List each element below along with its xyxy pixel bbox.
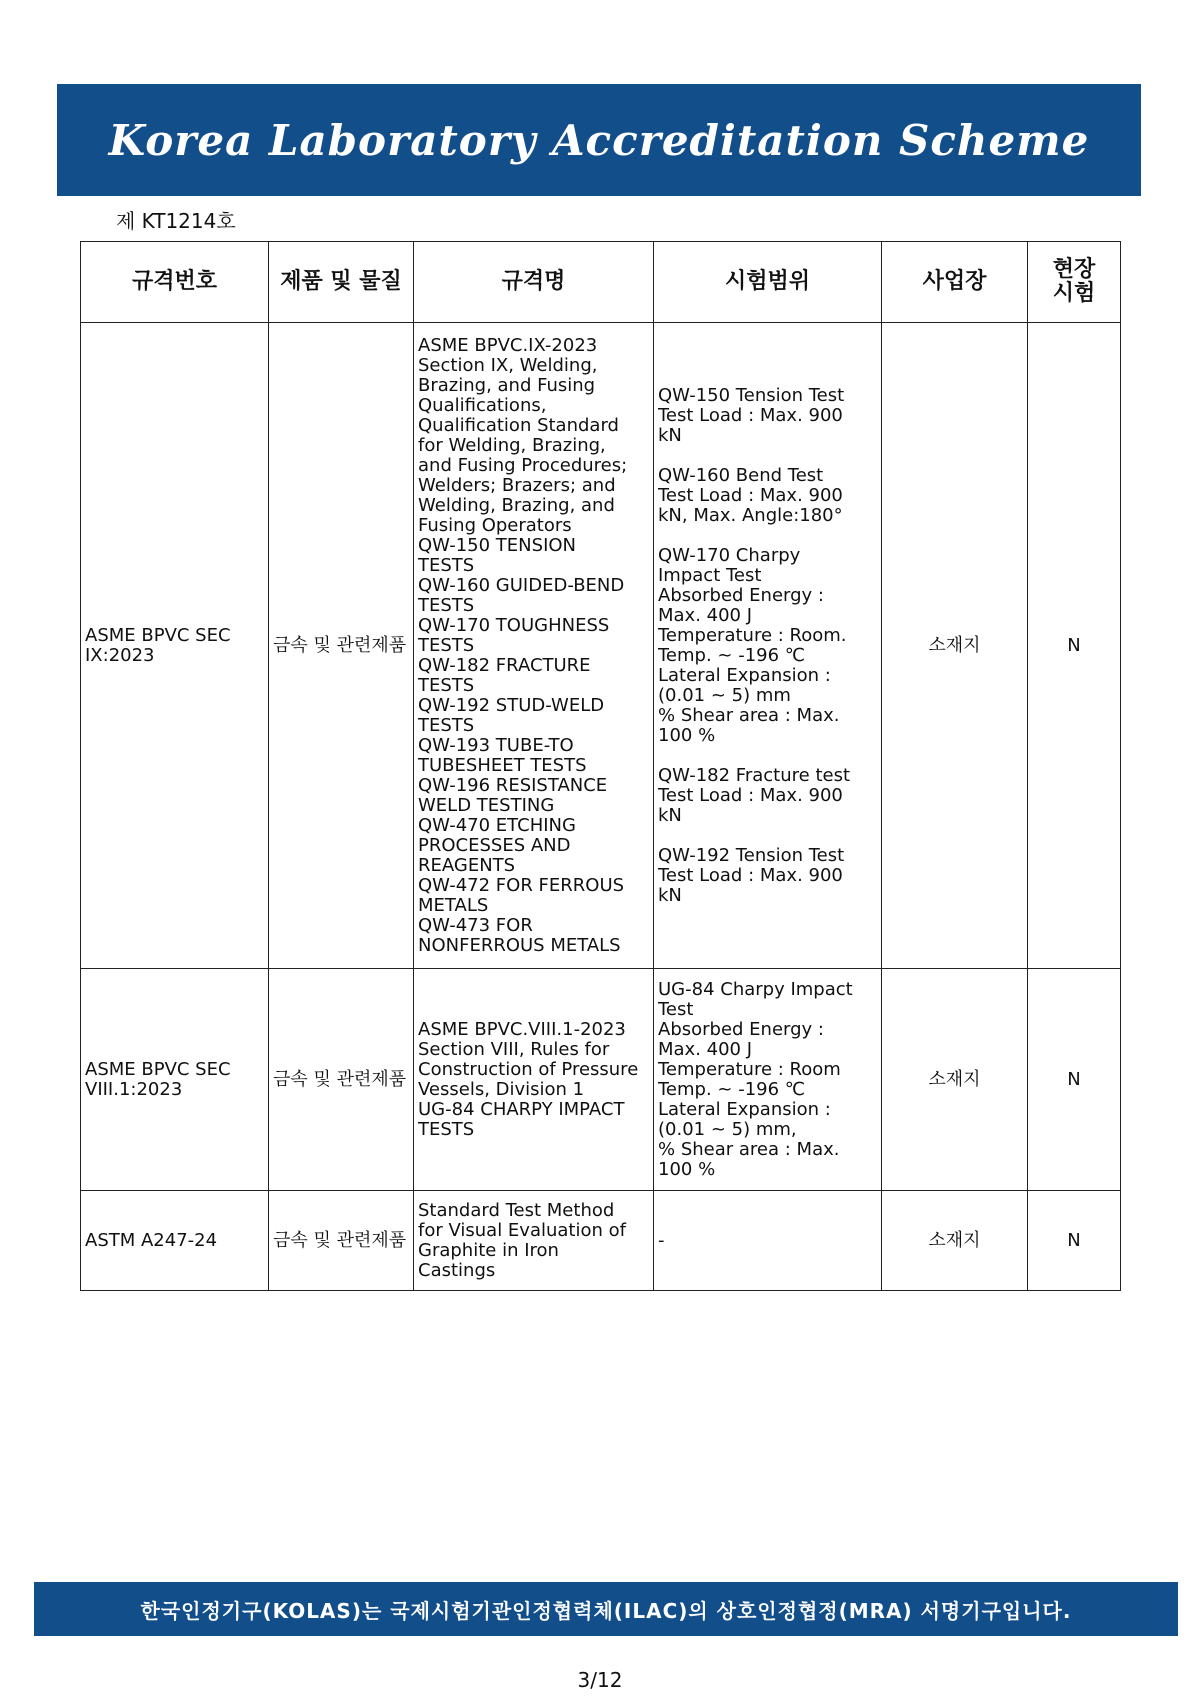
accreditation-table [80, 241, 1121, 1291]
standard-name-line: and Fusing Procedures; [418, 454, 628, 476]
standard-name-line: WELD TESTING [418, 794, 555, 816]
test-scope-line: (0.01 ~ 5) mm [658, 684, 791, 706]
standard-name-line: Castings [418, 1259, 496, 1281]
table-header-row [81, 242, 1121, 323]
test-scope-line: Impact Test [658, 564, 762, 586]
test-scope-line: Test [658, 998, 694, 1020]
scope-gap [658, 746, 877, 766]
test-scope-line: Test Load : Max. 900 [658, 784, 843, 806]
test-scope-line: QW-170 Charpy [658, 544, 801, 566]
standard-name-line: Vessels, Division 1 [418, 1078, 585, 1100]
standard-name-line: for Visual Evaluation of [418, 1219, 626, 1241]
test-scope-line: Temperature : Room. [658, 624, 847, 646]
standard-name-line: Graphite in Iron [418, 1239, 559, 1261]
standard-name-line: QW-150 TENSION [418, 534, 577, 556]
standard-name-cell [414, 323, 654, 969]
standard-name-line: Brazing, and Fusing [418, 374, 596, 396]
standard-name-cell [414, 1191, 654, 1291]
site-cell: 소재지 [882, 1191, 1028, 1291]
standard-name-line: ASME BPVC.VIII.1-2023 [418, 1018, 626, 1040]
site-cell: 소재지 [882, 969, 1028, 1191]
test-scope-cell [654, 969, 882, 1191]
test-scope-line: Temperature : Room [658, 1058, 841, 1080]
standard-name-line: NONFERROUS METALS [418, 934, 621, 956]
standard-name-line: QW-182 FRACTURE [418, 654, 591, 676]
test-scope-line: % Shear area : Max. [658, 704, 840, 726]
test-scope-line: kN [658, 424, 682, 446]
test-scope-line: Absorbed Energy : [658, 1018, 824, 1040]
test-scope-line: 100 % [658, 724, 716, 746]
test-scope-line: QW-150 Tension Test [658, 384, 845, 406]
test-scope-line: 100 % [658, 1158, 716, 1180]
test-scope-line: Lateral Expansion : [658, 664, 831, 686]
table-row [81, 969, 1121, 1191]
standard-name-line: QW-472 FOR FERROUS [418, 874, 625, 896]
test-scope-line: Test Load : Max. 900 [658, 864, 843, 886]
standard-name-line: Welding, Brazing, and [418, 494, 615, 516]
test-scope-line: Test Load : Max. 900 [658, 484, 843, 506]
standard-name-line: QW-470 ETCHING [418, 814, 576, 836]
standard-name-line: ASME BPVC.IX-2023 [418, 334, 598, 356]
standard-name-line: METALS [418, 894, 489, 916]
standard-name-line: TESTS [418, 554, 475, 576]
standard-number-cell: ASTM A247-24 [81, 1191, 269, 1291]
column-header: 시험범위 [654, 242, 882, 323]
onsite-test-cell: N [1028, 323, 1121, 969]
test-scope-line: Absorbed Energy : [658, 584, 824, 606]
standard-name-line: QW-473 FOR [418, 914, 533, 936]
footer-banner [34, 1582, 1178, 1636]
standard-name-line: TUBESHEET TESTS [418, 754, 587, 776]
table-row [81, 323, 1121, 969]
column-header: 규격번호 [81, 242, 269, 323]
standard-name-line: QW-196 RESISTANCE [418, 774, 608, 796]
test-scope-line: Temp. ~ -196 ℃ [658, 644, 806, 666]
standard-name-line: PROCESSES AND [418, 834, 571, 856]
standard-name-line: QW-192 STUD-WELD [418, 694, 605, 716]
test-scope-line: Max. 400 J [658, 1038, 753, 1060]
scope-gap [658, 526, 877, 546]
column-header: 제품 및 물질 [269, 242, 414, 323]
standard-name-line: Construction of Pressure [418, 1058, 639, 1080]
header-title: Korea Laboratory Accreditation Scheme [108, 115, 1090, 165]
standard-name-line: Qualification Standard [418, 414, 619, 436]
column-header: 현장 시험 [1028, 242, 1121, 323]
footer-text: 한국인정기구(KOLAS)는 국제시험기관인정협력체(ILAC)의 상호인정협정(MRA) 서명기구입니다. [140, 1598, 1072, 1623]
standard-name-line: Section VIII, Rules for [418, 1038, 610, 1060]
test-scope-line: kN [658, 804, 682, 826]
document-number: 제 KT1214호 [116, 209, 236, 233]
test-scope-cell [654, 1191, 882, 1291]
standard-name-line: for Welding, Brazing, [418, 434, 606, 456]
test-scope-line: Test Load : Max. 900 [658, 404, 843, 426]
scope-gap [658, 826, 877, 846]
standard-name-line: Qualifications, [418, 394, 547, 416]
standard-name-line: TESTS [418, 594, 475, 616]
product-cell: 금속 및 관련제품 [269, 1191, 414, 1291]
standard-name-line: QW-160 GUIDED-BEND [418, 574, 625, 596]
test-scope-line: % Shear area : Max. [658, 1138, 840, 1160]
test-scope-line: QW-182 Fracture test [658, 764, 851, 786]
onsite-test-cell: N [1028, 1191, 1121, 1291]
standard-name-line: TESTS [418, 714, 475, 736]
test-scope-line: kN, Max. Angle:180° [658, 504, 843, 526]
column-header: 사업장 [882, 242, 1028, 323]
test-scope-line: QW-192 Tension Test [658, 844, 845, 866]
standard-name-line: QW-193 TUBE-TO [418, 734, 574, 756]
header-banner [57, 84, 1141, 196]
test-scope-line: kN [658, 884, 682, 906]
product-cell: 금속 및 관련제품 [269, 323, 414, 969]
scope-gap [658, 446, 877, 466]
test-scope-line: (0.01 ~ 5) mm, [658, 1118, 797, 1140]
test-scope-line: Max. 400 J [658, 604, 753, 626]
test-scope-cell [654, 323, 882, 969]
standard-name-line: Standard Test Method [418, 1199, 615, 1221]
standard-name-line: Section IX, Welding, [418, 354, 598, 376]
onsite-test-cell: N [1028, 969, 1121, 1191]
standard-name-line: TESTS [418, 674, 475, 696]
product-cell: 금속 및 관련제품 [269, 969, 414, 1191]
test-scope-line: UG-84 Charpy Impact [658, 978, 853, 1000]
standard-name-cell [414, 969, 654, 1191]
standard-number-cell: ASME BPVC SEC VIII.1:2023 [81, 969, 269, 1191]
standard-name-line: UG-84 CHARPY IMPACT [418, 1098, 625, 1120]
test-scope-line: - [658, 1229, 665, 1251]
standard-name-line: TESTS [418, 634, 475, 656]
standard-name-line: TESTS [418, 1118, 475, 1140]
page-number: 3/12 [577, 1668, 623, 1692]
test-scope-line: Lateral Expansion : [658, 1098, 831, 1120]
standard-name-line: Welders; Brazers; and [418, 474, 616, 496]
column-header: 규격명 [414, 242, 654, 323]
standard-name-line: QW-170 TOUGHNESS [418, 614, 610, 636]
standard-number-cell: ASME BPVC SEC IX:2023 [81, 323, 269, 969]
test-scope-line: QW-160 Bend Test [658, 464, 824, 486]
site-cell: 소재지 [882, 323, 1028, 969]
standard-name-line: REAGENTS [418, 854, 516, 876]
test-scope-line: Temp. ~ -196 ℃ [658, 1078, 806, 1100]
table-row [81, 1191, 1121, 1291]
standard-name-line: Fusing Operators [418, 514, 572, 536]
